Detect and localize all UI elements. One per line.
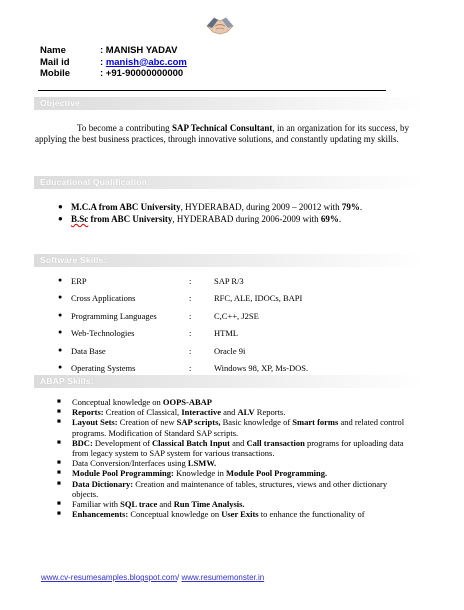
objective-text	[35, 123, 409, 145]
abap-keyword: Module Pool Programming.	[226, 468, 328, 479]
mobile-label: Mobile	[40, 68, 71, 79]
abap-keyword: Run Time Analysis.	[173, 499, 245, 510]
abap-keyword: ALV	[237, 407, 255, 418]
skill-row	[58, 346, 374, 363]
handshake-icon	[205, 12, 235, 38]
name-row	[40, 45, 187, 57]
software-skills-list	[58, 276, 374, 380]
skill-sep: :	[189, 276, 192, 286]
skill-key: ● Operating Systems	[71, 362, 136, 373]
software-heading-bar	[34, 254, 424, 267]
objective-heading: Objective:	[40, 98, 84, 108]
abap-keyword: LSMW.	[187, 458, 217, 469]
abap-item	[56, 509, 408, 519]
abap-keyword: User Exits	[221, 509, 259, 520]
abap-item	[56, 458, 408, 468]
abap-text: Conceptual knowledge on	[128, 509, 222, 520]
abap-keyword: OOPS-ABAP	[162, 397, 213, 407]
objective-role: SAP Technical Consultant	[171, 123, 273, 133]
skill-key: ● Cross Applications	[71, 293, 136, 304]
education-detail: , HYDERABAD during 2006-2009 with	[172, 214, 321, 224]
abap-keyword: SAP scripts,	[176, 417, 221, 428]
abap-text: and related control programs. Modification of Standard SAP scripts.	[72, 417, 405, 438]
abap-keyword: Data Dictionary:	[72, 478, 134, 489]
abap-text: Knowledge in	[173, 468, 227, 479]
education-item	[58, 213, 362, 225]
mail-label: Mail id	[40, 56, 70, 68]
abap-text: Creation and maintenance of tables, structures, views and other dictionary objects.	[72, 478, 388, 499]
abap-text: programs for uploading data from legacy system to SAP system for various transactions.	[72, 437, 404, 459]
mobile-row	[40, 68, 187, 80]
objective-text-part: To become a contributing	[77, 123, 172, 133]
skill-value: Windows 98, XP, Ms-DOS.	[214, 362, 309, 373]
degree-mca: M.C.A from ABC University	[71, 202, 181, 212]
education-heading: Educational Qualification:	[40, 177, 151, 187]
abap-item	[56, 407, 408, 417]
abap-skills-list	[56, 397, 408, 519]
footer-separator: /	[177, 573, 182, 582]
abap-keyword: Reports:	[72, 407, 104, 418]
punct: .	[338, 214, 342, 224]
degree-bsc: B.Sc	[71, 214, 89, 224]
education-heading-bar	[34, 176, 424, 189]
footer-link-blog[interactable]: www.cv-resumesamples.blogspot.com	[41, 573, 178, 582]
email-link[interactable]: manish@abc.com	[105, 56, 187, 68]
abap-item	[56, 417, 408, 437]
education-detail: , HYDERABAD, during 2009 – 20012 with	[180, 202, 342, 212]
abap-heading-bar	[34, 375, 424, 388]
abap-keyword: Smart forms	[292, 417, 339, 428]
footer-link-site[interactable]: www.resumemonster.in	[181, 573, 265, 582]
abap-heading: ABAP Skills:	[40, 376, 94, 386]
skill-key: ● Web-Technologies	[71, 328, 135, 339]
abap-text: and	[229, 437, 247, 448]
abap-keyword: Interactive	[181, 407, 221, 418]
education-item	[58, 201, 362, 213]
skill-value: SAP R/3	[214, 276, 244, 286]
skill-sep: :	[189, 310, 192, 321]
abap-item	[56, 468, 408, 478]
abap-keyword: Call transaction	[246, 437, 305, 448]
name-label: Name	[40, 45, 66, 56]
skill-value: RFC, ALE, IDOCs, BAPI	[214, 293, 303, 304]
degree-bsc-university: from ABC University	[88, 214, 173, 224]
abap-keyword: Enhancements:	[72, 509, 129, 520]
skill-sep: :	[189, 328, 192, 339]
abap-item	[56, 397, 408, 407]
skill-sep: :	[189, 293, 192, 304]
punct: .	[359, 202, 363, 212]
skill-row	[58, 276, 374, 293]
skill-key: ● ERP	[71, 276, 87, 286]
abap-text: Reports.	[254, 407, 286, 418]
abap-text: and	[220, 407, 238, 418]
skill-sep: :	[189, 345, 192, 356]
abap-text: to enhance the functionality of	[258, 509, 365, 520]
abap-keyword: SQL trace	[120, 499, 158, 510]
header-divider	[38, 90, 386, 91]
abap-text: Familiar with	[72, 499, 121, 510]
skill-value: HTML	[214, 328, 239, 339]
skill-row	[58, 311, 374, 328]
mail-value	[100, 57, 187, 69]
abap-keyword: Classical Batch Input	[152, 437, 230, 448]
abap-item	[56, 479, 408, 499]
skill-key: ● Programming Languages	[71, 310, 157, 321]
skill-key: ● Data Base	[71, 345, 106, 356]
abap-item	[56, 438, 408, 458]
objective-heading-bar	[34, 97, 424, 110]
skill-value: C,C++, J2SE	[214, 310, 259, 321]
contact-block	[40, 45, 187, 80]
grade-mca: 79%	[341, 202, 360, 212]
abap-text: Creation of Classical,	[103, 407, 182, 418]
skill-row	[58, 328, 374, 345]
skill-sep: :	[189, 362, 192, 373]
abap-text: Creation of new	[117, 417, 177, 428]
mail-row	[40, 57, 187, 69]
education-list	[58, 201, 362, 225]
objective-text-part: , in an organization for its success, by applying the best business practices, through innovative solutions, and constantly updating my skills.	[35, 123, 410, 144]
abap-keyword: BDC:	[72, 437, 93, 448]
skill-value: Oracle 9i	[214, 345, 246, 356]
abap-keyword: Layout Sets:	[72, 417, 118, 428]
footer-links	[41, 573, 264, 582]
mobile-value: : +91-90000000000	[100, 68, 184, 79]
abap-text: and	[157, 499, 174, 510]
grade-bsc: 69%	[320, 214, 339, 224]
skill-row	[58, 293, 374, 310]
abap-text: Data Conversion/Interfaces using	[72, 458, 188, 469]
abap-item	[56, 499, 408, 509]
software-heading: Software Skills:	[40, 255, 107, 265]
abap-text: Basic knowledge of	[220, 417, 293, 428]
abap-keyword: Module Pool Programming:	[72, 468, 174, 479]
mail-separator: :	[100, 56, 106, 68]
name-value: : MANISH YADAV	[100, 45, 178, 56]
abap-text: Development of	[92, 437, 153, 448]
abap-text: Conceptual knowledge on	[72, 397, 163, 407]
